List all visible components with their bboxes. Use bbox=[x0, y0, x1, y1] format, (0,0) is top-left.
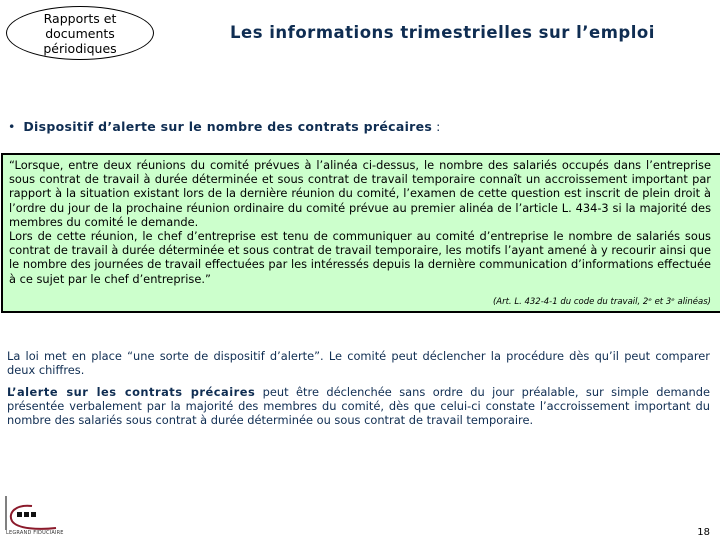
body-paragraph-2-emphasis: L’alerte sur les contrats précaires bbox=[7, 385, 256, 399]
page-number: 18 bbox=[697, 527, 710, 538]
section-heading bbox=[8, 119, 440, 134]
quote-paragraph-2: Lors de cette réunion, le chef d’entreprise est tenu de communiquer au comité d’entreprise le nombre de salariés sous contrat de travail à durée déterminée et sous contrat de travail temporaire, les motifs l’ayant amené à y recourir ainsi que le nombre des journées de travail effectuées par les intéressés depuis la dernière communication d’informations effectuée à ce sujet par le chef d’entreprise.” bbox=[9, 229, 711, 286]
section-heading-suffix: : bbox=[432, 119, 441, 134]
oval-line-1: Rapports et bbox=[43, 10, 117, 26]
oval-line-2: documents bbox=[45, 25, 115, 41]
bullet-icon: • bbox=[8, 119, 16, 134]
body-paragraph-2-text: peut être déclenchée sans ordre du jour préalable, sur simple demande présentée verbalement par la majorité des membres du comité, dès que celui-ci constate l’accroissement important du nombre des salariés sous contrat à durée déterminée ou sous contrat de travail temporaire. bbox=[7, 385, 710, 428]
section-oval-label bbox=[6, 6, 154, 60]
logo-text: LEGRAND FIDUCIAIRE bbox=[6, 530, 64, 536]
section-heading-text: Dispositif d’alerte sur le nombre des contrats précaires bbox=[23, 119, 433, 134]
body-paragraph-1: La loi met en place “une sorte de dispositif d’alerte”. Le comité peut déclencher la procédure dès qu’il peut comparer deux chiffres. bbox=[7, 349, 710, 378]
body-paragraph-2 bbox=[7, 385, 710, 428]
page-title: Les informations trimestrielles sur l’emploi bbox=[230, 23, 655, 42]
quote-paragraph-1: “Lorsque, entre deux réunions du comité prévues à l’alinéa ci-dessus, le nombre des salariés occupés dans l’entreprise sous contrat de travail à durée déterminée et sous contrat de travail temporaire connaît un accroissement important par rapport à la situation existant lors de la dernière réunion du comité, l’examen de cette question est inscrit de plein droit à l’ordre du jour de la prochaine réunion ordinaire du comité prévue au premier alinéa de l’article L. 434-3 si la majorité des membres du comité le demande. bbox=[9, 158, 711, 229]
quote-citation: (Art. L. 432-4-1 du code du travail, 2ᵉ et 3ᵉ alinéas) bbox=[492, 297, 711, 307]
legal-quote-box bbox=[1, 153, 720, 313]
oval-line-3: périodiques bbox=[43, 40, 117, 56]
